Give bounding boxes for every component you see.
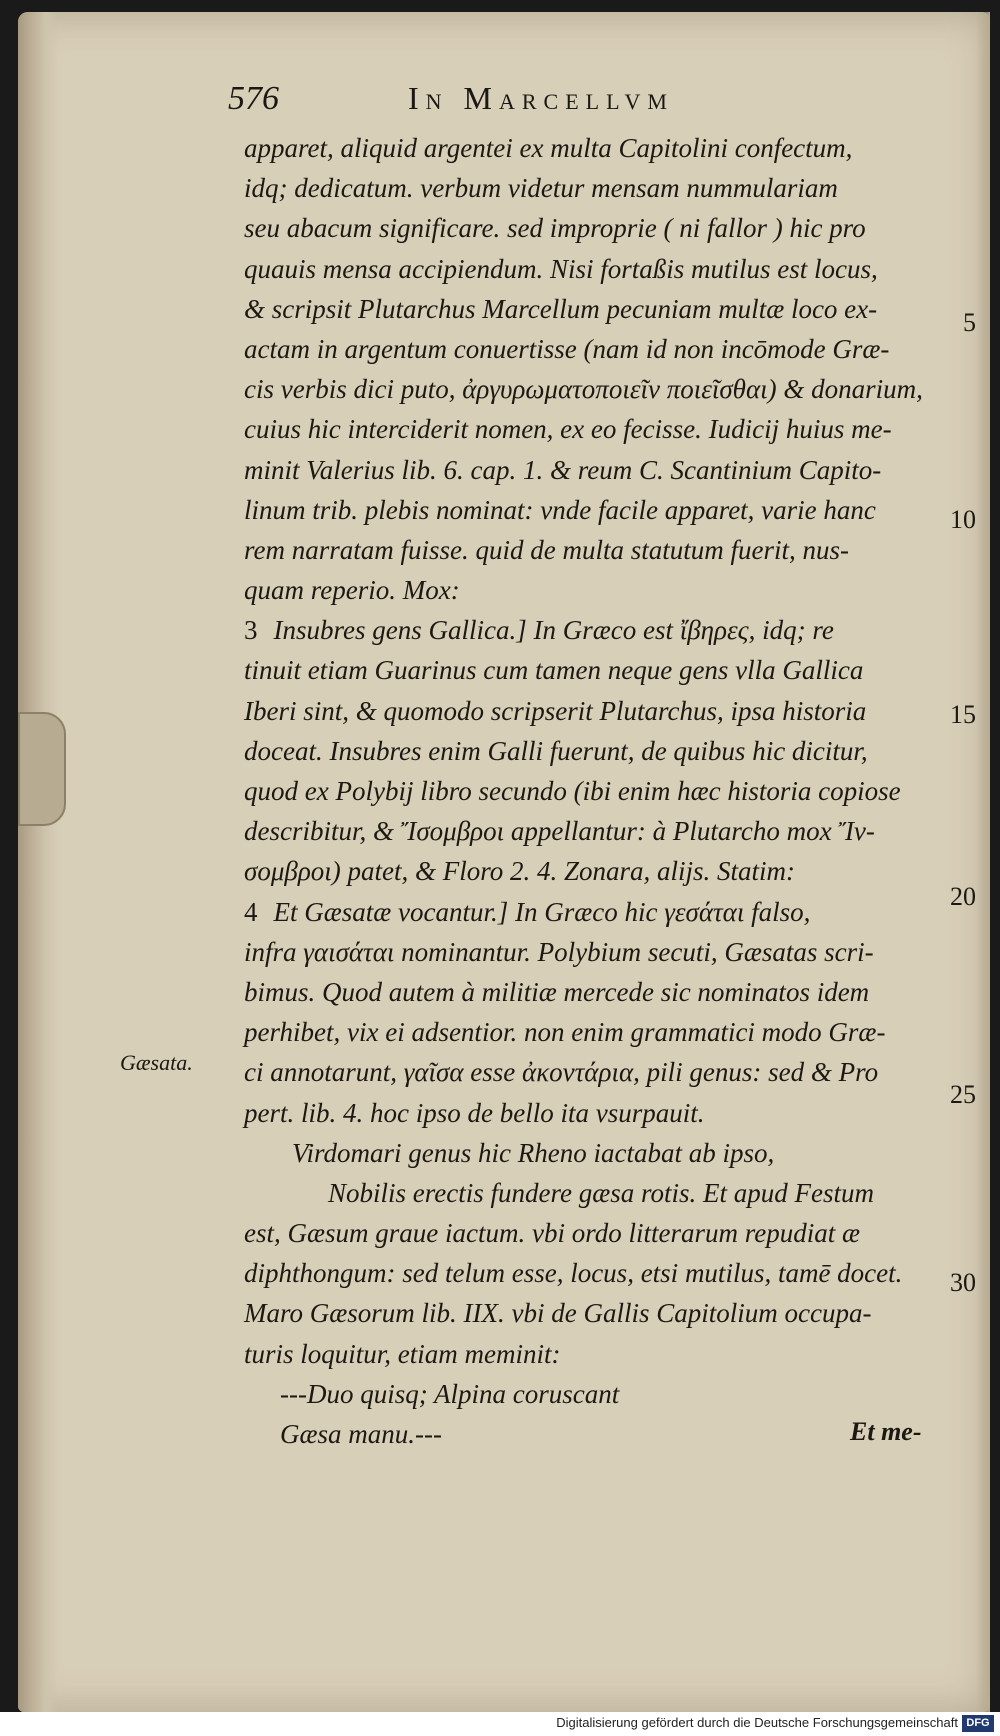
text-line: & scripsit Plutarchus Marcellum pecuniam multæ loco ex-	[244, 293, 878, 324]
line-number: 10	[950, 505, 976, 534]
page-gutter-shadow	[18, 12, 58, 1712]
page-number: 576	[228, 80, 279, 117]
text-line: idq; dedicatum. verbum videtur mensam nummulariam	[244, 173, 838, 204]
line-number: 25	[950, 1080, 976, 1109]
text-line: cuius hic interciderit nomen, ex eo fecisse. Iudicij huius me-	[244, 414, 892, 445]
text-line: perhibet, vix ei adsentior. non enim grammatici modo Græ-	[244, 1017, 886, 1048]
margin-note: Gæsata.	[120, 1050, 193, 1075]
verse-line: Gæsa manu.---	[280, 1419, 442, 1449]
lemma-line	[244, 892, 944, 932]
text-line: Maro Gæsorum lib. IIX. vbi de Gallis Capitolium occupa-	[244, 1298, 872, 1329]
text-line: cis verbis dici puto, ἀργυρωματοποιεῖν ποιεῖσθαι) & donarium,	[244, 374, 923, 405]
line-number: 5	[963, 308, 976, 337]
line-number: 15	[950, 700, 976, 729]
text-line: turis loquitur, etiam meminit:	[244, 1338, 561, 1369]
text-line: Et Gæsatæ vocantur.] In Græco hic γεσάται falso,	[273, 896, 811, 927]
text-line: minit Valerius lib. 6. cap. 1. & reum C. Scantinium Capito-	[244, 454, 882, 485]
page-right-edge	[976, 12, 990, 1712]
line-number: 20	[950, 882, 976, 911]
text-line: tinuit etiam Guarinus cum tamen neque gens vlla Gallica	[244, 655, 864, 686]
catchword: Et me-	[850, 1417, 922, 1446]
dfg-logo-icon: DFG	[962, 1715, 994, 1732]
text-line: apparet, aliquid argentei ex multa Capitolini confectum,	[244, 133, 853, 163]
lemma-line	[244, 610, 944, 650]
footer-bar	[0, 1712, 1000, 1736]
text-line: bimus. Quod autem à militiæ mercede sic nominatos idem	[244, 976, 870, 1007]
text-line: infra γαισάται nominantur. Polybium secuti, Gæsatas scri-	[244, 936, 874, 967]
verse-line: ---Duo quisq; Alpina coruscant	[280, 1378, 620, 1409]
text-line: linum trib. plebis nominat: vnde facile apparet, varie hanc	[244, 494, 876, 525]
text-line: pert. lib. 4. hoc ipso de bello ita vsurpauit.	[244, 1097, 705, 1128]
line-number: 30	[950, 1268, 976, 1297]
footer-credit: Digitalisierung gefördert durch die Deutsche Forschungsgemeinschaft	[556, 1715, 958, 1730]
text-line: diphthongum: sed telum esse, locus, etsi mutilus, tamē docet.	[244, 1258, 903, 1289]
running-head	[228, 80, 928, 130]
running-title: In Marcellvm	[408, 80, 674, 116]
main-text	[244, 128, 944, 1454]
text-line: rem narratam fuisse. quid de multa statutum fuerit, nus-	[244, 534, 849, 565]
lemma-number: 3	[244, 615, 258, 646]
text-line: actam in argentum conuertisse (nam id non incōmode Græ-	[244, 333, 890, 364]
text-line: quam reperio. Mox:	[244, 575, 460, 606]
text-line: σομβροι) patet, & Floro 2. 4. Zonara, alijs. Statim:	[244, 856, 796, 887]
text-line: describitur, & Ἴσομβροι appellantur: à Plutarcho mox Ἴν-	[244, 816, 875, 847]
text-line: Insubres gens Gallica.] In Græco est ἴβηρες, idq; re	[273, 615, 834, 646]
text-line: quod ex Polybij libro secundo (ibi enim hæc historia copiose	[244, 776, 901, 806]
lemma-number: 4	[244, 896, 258, 927]
text-line: doceat. Insubres enim Galli fuerunt, de quibus hic dicitur,	[244, 735, 868, 766]
verse-line: Virdomari genus hic Rheno iactabat ab ipso,	[292, 1137, 775, 1168]
text-line: Iberi sint, & quomodo scripserit Plutarchus, ipsa historia	[244, 695, 867, 726]
verse-line: Nobilis erectis fundere gæsa rotis. Et apud Festum	[328, 1177, 874, 1208]
text-line: ci annotarunt, γαῖσα esse ἀκοντάρια, pili genus: sed & Pro	[244, 1057, 879, 1088]
book-clasp	[18, 712, 66, 826]
text-line: seu abacum significare. sed improprie ( ni fallor ) hic pro	[244, 213, 866, 244]
text-line: est, Gæsum graue iactum. vbi ordo litterarum repudiat æ	[244, 1218, 860, 1249]
text-line: quauis mensa accipiendum. Nisi fortaßis mutilus est locus,	[244, 253, 878, 284]
